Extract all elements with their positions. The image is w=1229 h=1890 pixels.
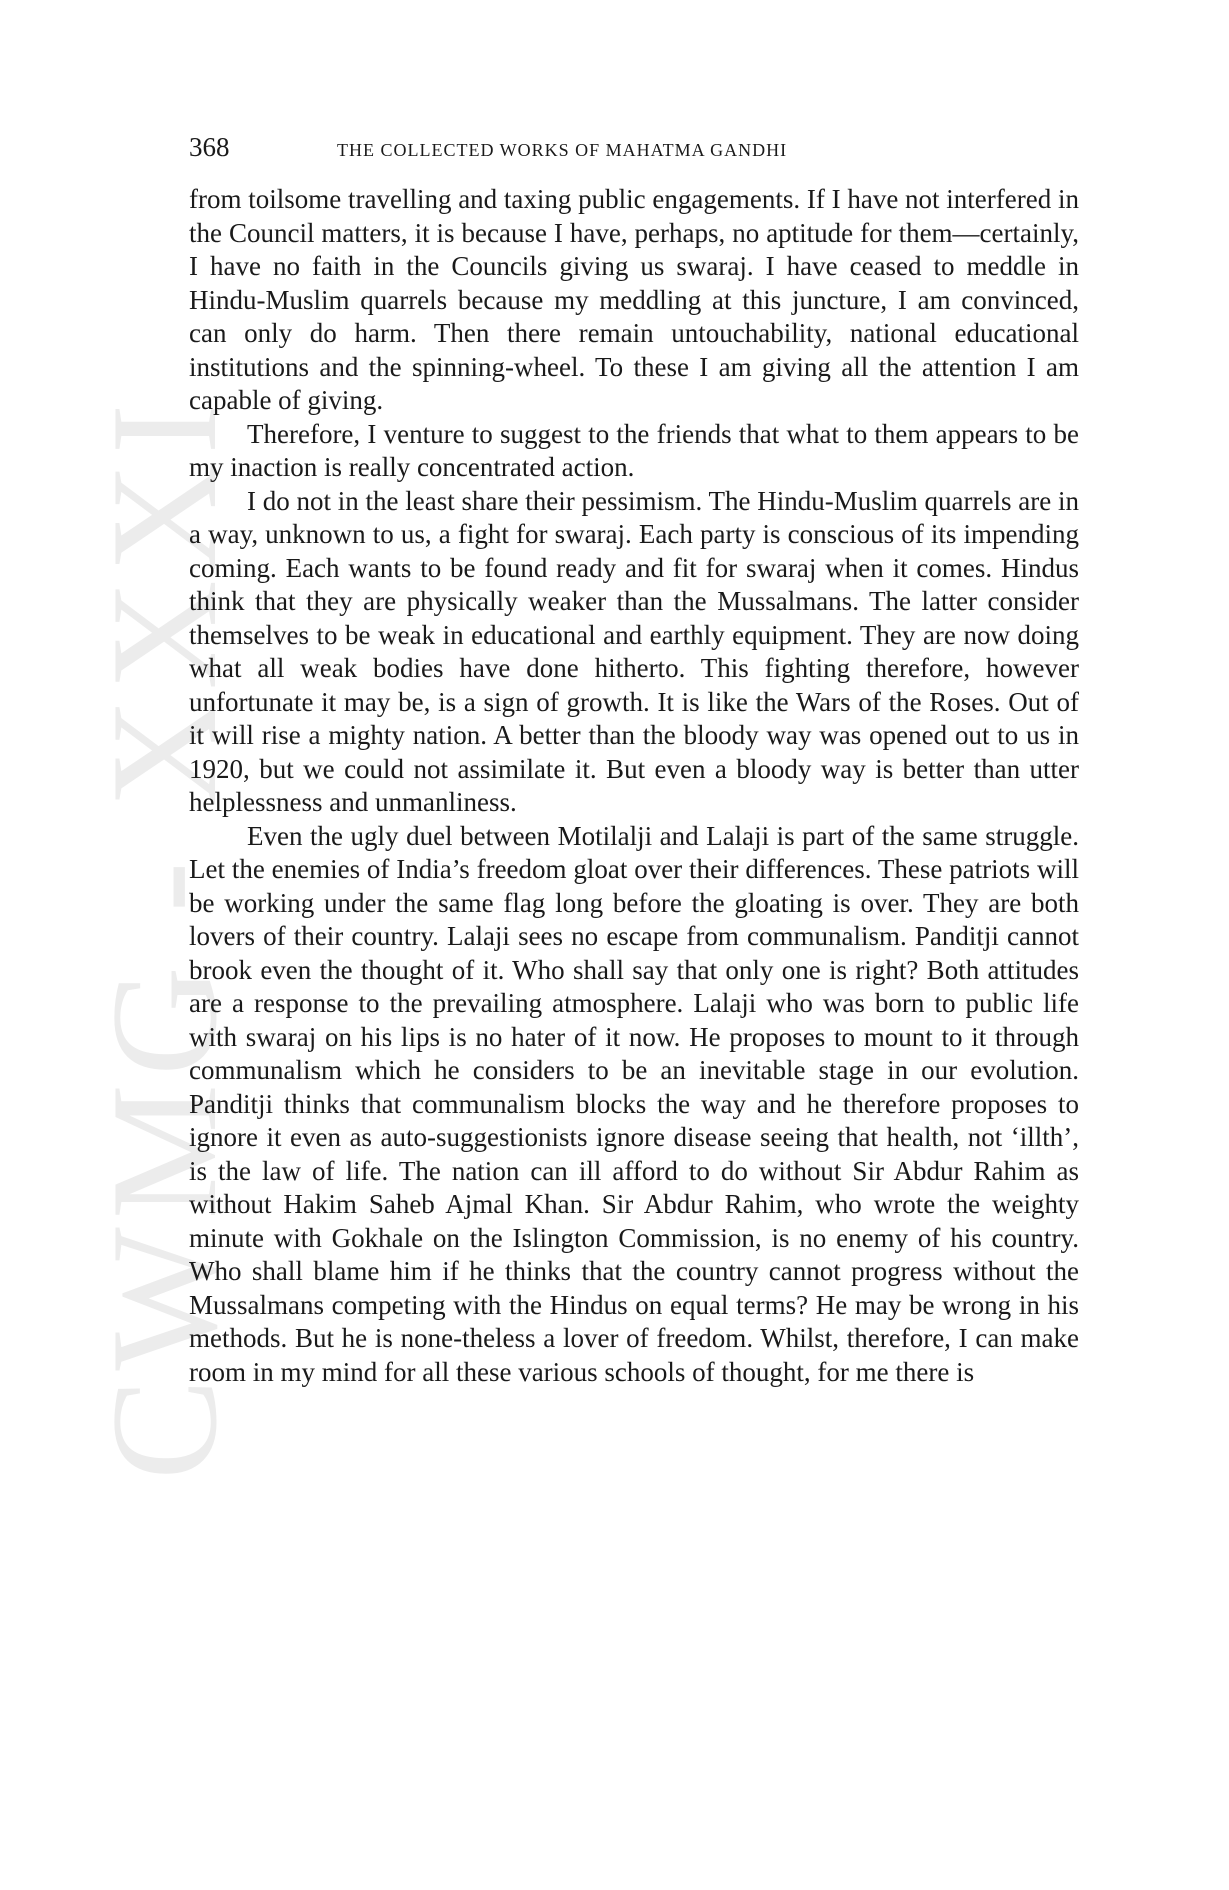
paragraph-2: Therefore, I venture to suggest to the friends that what to them appears to be my inaction is really concentrated action. xyxy=(189,418,1079,482)
paragraph-4: Even the ugly duel between Motilalji and Lalaji is part of the same struggle. Let the enemies of India’s freedom gloat over their differences. These patriots will be working under the same flag long before the gloating is over. They are both lovers of their country. Lalaji sees no escape from communalism. Panditji cannot brook even the thought of it. Who shall say that only one is right? Both attitudes are a response to the prevailing atmosphere. Lalaji who was born to public life with swaraj on his lips is no hater of it now. He proposes to mount to it through communalism which he considers to be an inevitable stage in our evolution. Panditji thinks that communalism blocks the way and he therefore proposes to ignore it even as auto-suggestionists ignore disease seeing that health, not ‘illth’, is the law of life. The nation can ill afford to do without Sir Abdur Rahim as without Hakim Saheb Ajmal Khan. Sir Abdur Rahim, who wrote the weighty minute with Gokhale on the Islington Commission, is no enemy of his country. Who shall blame him if he thinks that the country cannot progress without the Mussalmans competing with the Hindus on equal terms? He may be wrong in his methods. But he is none-theless a lover of freedom. Whilst, therefore, I can make room in my mind for all these various schools of thought, for me there is xyxy=(189,820,1079,1387)
page-number: 368 xyxy=(189,132,230,162)
paragraph-3: I do not in the least share their pessimism. The Hindu-Muslim quarrels are in a way, unknown to us, a fight for swaraj. Each party is conscious of its impending coming. Each wants to be found ready and fit for swaraj when it comes. Hindus think that they are physically weaker than the Mussalmans. The latter consider themselves to be weak in educational and earthly equipment. They are now doing what all weak bodies have done hitherto. This fighting therefore, however unfortunate it may be, is a sign of growth. It is like the Wars of the Roses. Out of it will rise a mighty nation. A better than the bloody way was opened out to us in 1920, but we could not assimilate it. But even a bloody way is better than utter helplessness and unmanliness. xyxy=(189,485,1079,817)
paragraph-1: from toilsome travelling and taxing public engagements. If I have not interfered in the Council matters, it is because I have, perhaps, no aptitude for them—certainly, I have no faith in the Councils giving us swaraj. I have ceased to meddle in Hindu-Muslim quarrels because my meddling at this juncture, I am convinced, can only do harm. Then there remain untouchability, national educational institutions and the spinning-wheel. To these I am giving all the attention I am capable of giving. xyxy=(189,184,1079,415)
running-head: THE COLLECTED WORKS OF MAHATMA GANDHI xyxy=(337,140,788,160)
body-text xyxy=(189,183,1079,1389)
watermark-text: CWMG - XXXI xyxy=(80,395,248,1480)
page-header xyxy=(189,132,1079,168)
